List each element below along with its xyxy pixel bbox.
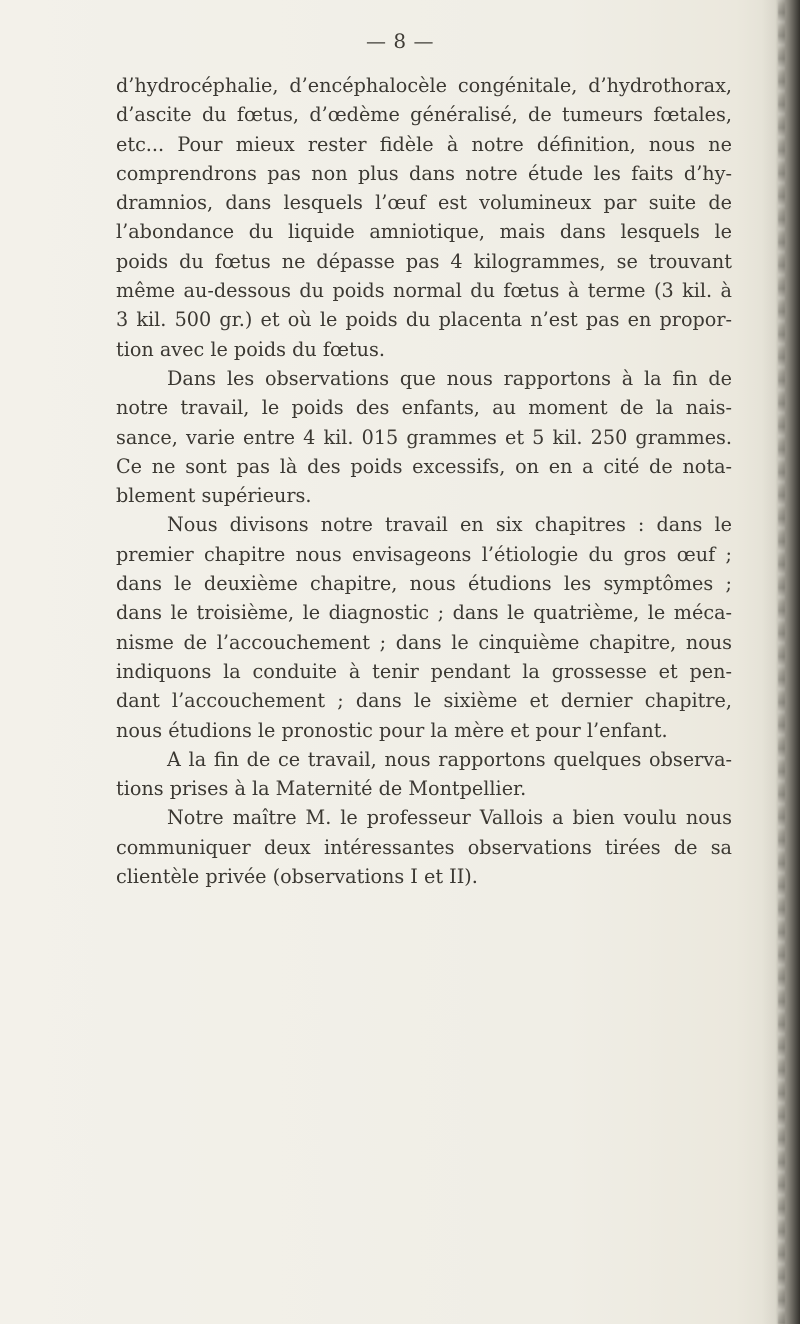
- text-line: dans le deuxième chapitre, nous étudions les symptômes ;: [116, 572, 732, 596]
- text-line: d’hydrocéphalie, d’encéphalocèle congénitale, d’hydrothorax,: [116, 74, 732, 97]
- text-line: comprendrons pas non plus dans notre étude les faits d’hy-: [116, 161, 732, 185]
- text-line: d’ascite du fœtus, d’œdème généralisé, de tumeurs fœtales,: [116, 103, 732, 127]
- text-line: nous étudions le pronostic pour la mère et pour l’enfant.: [116, 718, 668, 742]
- body-text: [116, 71, 732, 891]
- text-line: sance, varie entre 4 kil. 015 grammes et 5 kil. 250 grammes.: [116, 425, 732, 449]
- text-line: premier chapitre nous envisageons l’étiologie du gros œuf ;: [116, 542, 732, 566]
- text-line: communiquer deux intéressantes observations tirées de sa: [116, 835, 732, 859]
- text-line: tions prises à la Maternité de Montpellier.: [116, 777, 527, 801]
- page-number: — 8 —: [366, 29, 434, 53]
- text-line: etc... Pour mieux rester fidèle à notre définition, nous ne: [116, 132, 732, 156]
- text-line: nisme de l’accouchement ; dans le cinquième chapitre, nous: [116, 630, 732, 654]
- text-line: Ce ne sont pas là des poids excessifs, on en a cité de nota-: [116, 454, 732, 478]
- text-line: dans le troisième, le diagnostic ; dans le quatrième, le méca-: [116, 601, 732, 625]
- text-line: indiquons la conduite à tenir pendant la grossesse et pen-: [116, 659, 732, 683]
- text-line: poids du fœtus ne dépasse pas 4 kilogrammes, se trouvant: [116, 249, 732, 273]
- text-line: A la fin de ce travail, nous rapportons quelques observa-: [167, 747, 732, 771]
- binding-shadow: [778, 0, 785, 1324]
- text-line: 3 kil. 500 gr.) et où le poids du placenta n’est pas en propor-: [116, 308, 732, 332]
- text-line: clientèle privée (observations I et II).: [116, 865, 478, 889]
- text-line: dramnios, dans lesquels l’œuf est volumineux par suite de: [116, 191, 732, 215]
- text-line: blement supérieurs.: [116, 484, 312, 508]
- text-line: dant l’accouchement ; dans le sixième et dernier chapitre,: [116, 689, 732, 713]
- text-line: Notre maître M. le professeur Vallois a bien voulu nous: [167, 806, 732, 830]
- text-line: notre travail, le poids des enfants, au moment de la nais-: [116, 396, 732, 420]
- text-line: tion avec le poids du fœtus.: [116, 337, 385, 361]
- text-line: même au-dessous du poids normal du fœtus à terme (3 kil. à: [116, 279, 732, 303]
- text-line: Nous divisons notre travail en six chapitres : dans le: [167, 513, 732, 537]
- text-line: Dans les observations que nous rapportons à la fin de: [167, 366, 732, 390]
- text-line: l’abondance du liquide amniotique, mais dans lesquels le: [116, 220, 732, 244]
